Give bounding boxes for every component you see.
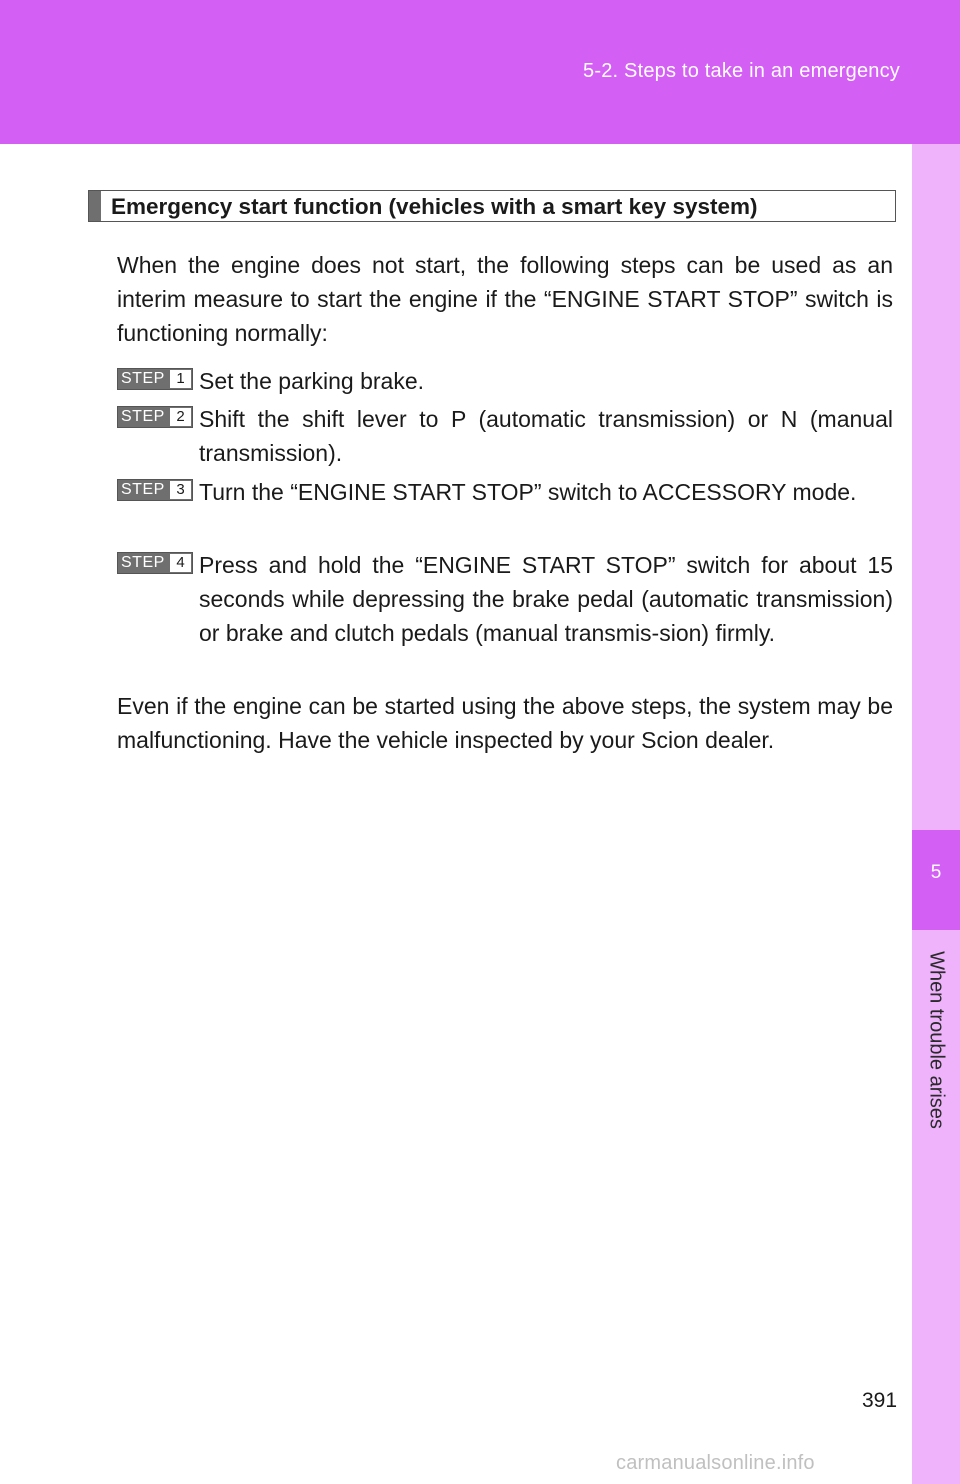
intro-paragraph: When the engine does not start, the following steps can be used as an interim measure to start the engine if the “ENGINE START STOP” switch is functioning normally: xyxy=(117,252,893,346)
step-badge-number: 2 xyxy=(170,408,191,426)
step-badge-number: 1 xyxy=(170,370,191,388)
step-badge xyxy=(117,368,193,390)
closing-paragraph: Even if the engine can be started using the above steps, the system may be malfunctioning. Have the vehicle inspected by your Scion dealer. xyxy=(117,693,893,753)
step-badge xyxy=(117,406,193,428)
step-text: Press and hold the “ENGINE START STOP” switch for about 15 seconds while depressing the brake pedal (automatic transmission) or brake and clutch pedals (manual transmis-sion) firmly. xyxy=(199,552,893,646)
section-heading-box xyxy=(88,190,896,222)
section-breadcrumb: 5-2. Steps to take in an emergency xyxy=(583,60,900,82)
step-badge-label: STEP xyxy=(121,554,165,571)
heading-accent-bar xyxy=(89,191,101,221)
chapter-title: When trouble arises xyxy=(925,951,948,1129)
step-badge-label: STEP xyxy=(121,370,165,387)
section-heading: Emergency start function (vehicles with a smart key system) xyxy=(111,194,758,219)
step-badge xyxy=(117,479,193,501)
watermark-text: carmanualsonline.info xyxy=(616,1452,815,1474)
step-text: Shift the shift lever to P (automatic transmission) or N (manual transmission). xyxy=(199,406,893,466)
step-badge xyxy=(117,552,193,574)
chapter-side-tab xyxy=(912,144,960,1484)
step-badge-label: STEP xyxy=(121,408,165,425)
step-badge-label: STEP xyxy=(121,481,165,498)
chapter-number: 5 xyxy=(930,862,942,883)
step-badge-number: 3 xyxy=(170,481,191,499)
step-text: Turn the “ENGINE START STOP” switch to ACCESSORY mode. xyxy=(199,479,857,505)
step-text: Set the parking brake. xyxy=(199,368,425,394)
step-badge-number: 4 xyxy=(170,554,191,572)
page-number: 391 xyxy=(862,1389,898,1412)
